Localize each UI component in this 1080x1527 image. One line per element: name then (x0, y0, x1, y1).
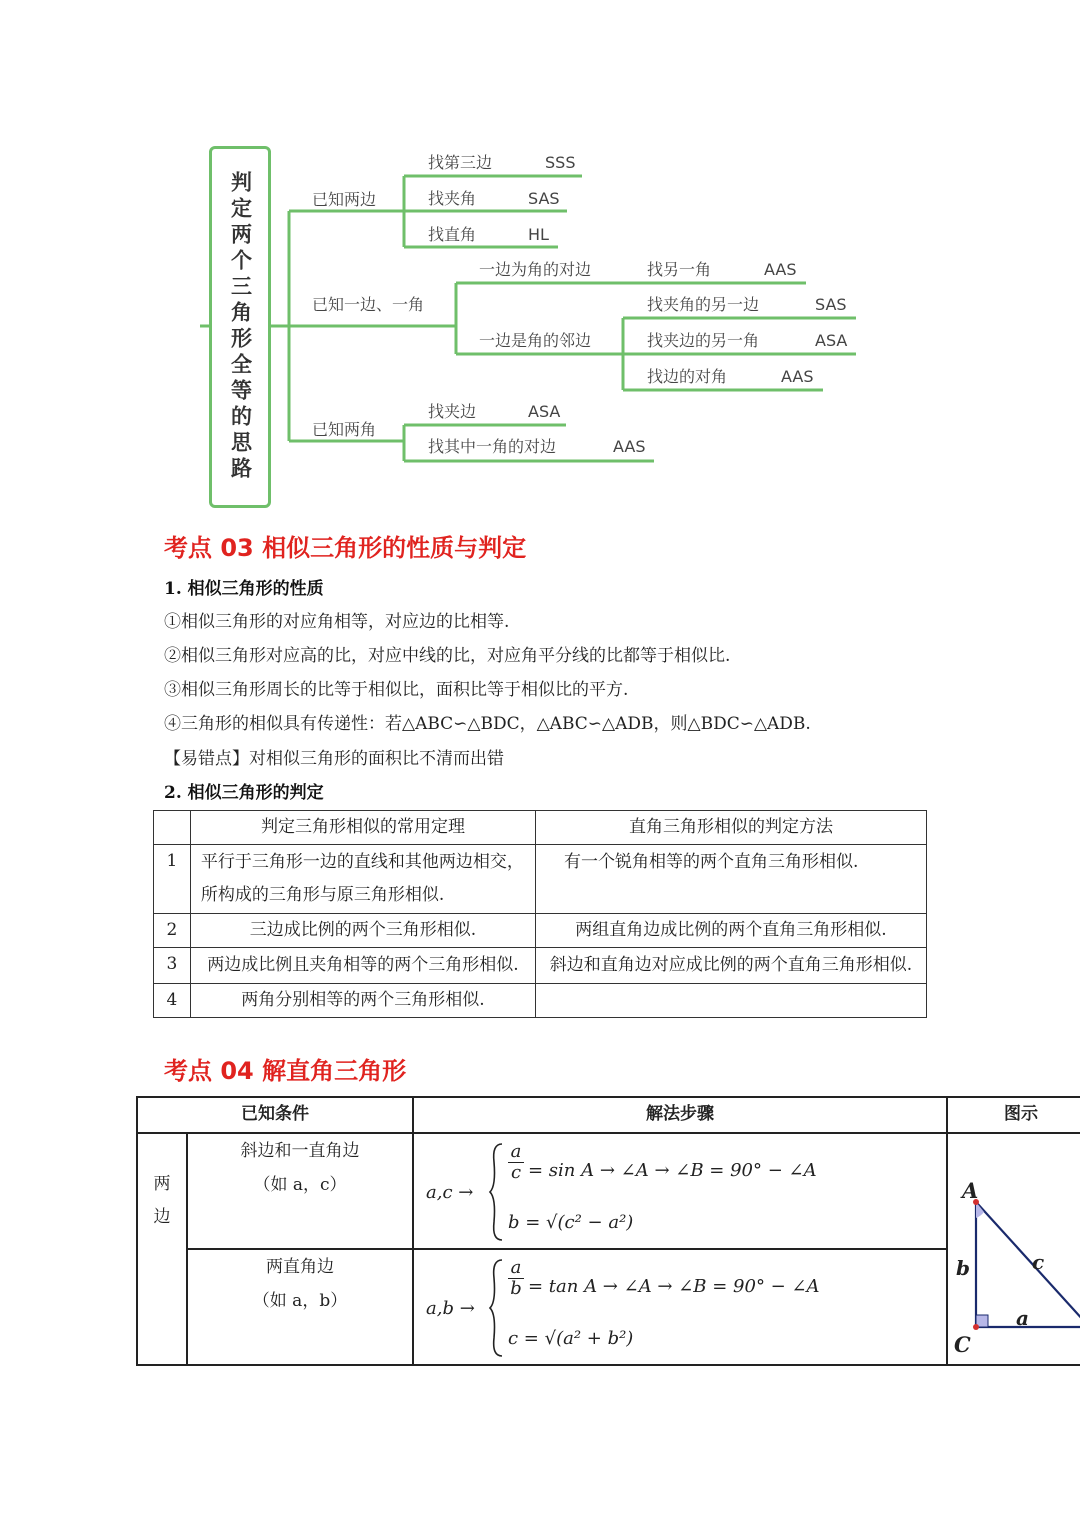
formula-line-1: = sin A → ∠A → ∠B = 90° − ∠A (528, 1160, 817, 1181)
table-cell: 有一个锐角相等的两个直角三角形相似. (564, 852, 859, 872)
mindmap-result: AAS (781, 367, 814, 386)
right-triangle-table (136, 1096, 1080, 1366)
fraction-denominator: c (508, 1162, 524, 1183)
paragraph: ④三角形的相似具有传递性：若△ABC∽△BDC，△ABC∽△ADB，则△BDC∽△ADB. (164, 714, 811, 734)
congruence-mindmap (0, 0, 1080, 520)
fraction-denominator: b (508, 1278, 524, 1299)
mindmap-result: HL (528, 225, 549, 244)
mindmap-result: AAS (613, 437, 646, 456)
fraction (508, 1258, 524, 1299)
table-row (154, 984, 927, 1018)
formula-line-1: = tan A → ∠A → ∠B = 90° − ∠A (528, 1276, 820, 1297)
mindmap-result: AAS (764, 260, 797, 279)
table-header-row (154, 811, 927, 845)
table-cell: 斜边和直角边对应成比例的两个直角三角形相似. (549, 955, 913, 975)
table-header: 已知条件 (137, 1097, 413, 1133)
table-header: 直角三角形相似的判定方法 (536, 811, 927, 845)
row-index: 1 (154, 845, 191, 914)
mindmap-sub-branch: 一边是角的邻边 (479, 331, 592, 350)
section-03-heading: 考点 03 相似三角形的性质与判定 (164, 534, 527, 562)
mindmap-result: SSS (545, 153, 576, 172)
table-row (137, 1133, 1080, 1249)
mindmap-item: 找另一角 (647, 260, 712, 279)
condition-label: 两直角边 (266, 1257, 334, 1277)
fraction-numerator: a (510, 1257, 522, 1278)
row-index: 3 (154, 948, 191, 984)
row-index: 2 (154, 914, 191, 948)
side-a-label: a (1016, 1306, 1029, 1330)
mindmap-item: 找夹角 (428, 189, 477, 208)
table-row (154, 948, 927, 984)
table-cell (154, 811, 191, 845)
given-values: a,b → (426, 1298, 475, 1319)
mindmap-sub-branch: 一边为角的对边 (479, 260, 592, 279)
error-prone-note: 【易错点】对相似三角形的面积比不清而出错 (164, 749, 504, 769)
mindmap-root (209, 146, 271, 508)
table-cell (536, 984, 927, 1018)
condition-example: （如 a，c） (253, 1175, 347, 1195)
mindmap-item: 找夹边 (428, 402, 477, 421)
mindmap-result: ASA (528, 402, 561, 421)
criteria-subheading: 2. 相似三角形的判定 (164, 783, 324, 803)
section-04-heading: 考点 04 解直角三角形 (164, 1057, 407, 1085)
table-cell: 平行于三角形一边的直线和其他两边相交，所构成的三角形与原三角形相似. (200, 852, 524, 905)
condition-label: 斜边和一直角边 (240, 1141, 360, 1161)
brace-icon (488, 1258, 506, 1358)
table-cell: 两边成比例且夹角相等的两个三角形相似. (207, 955, 519, 975)
branch-known-two-angles: 已知两角 (312, 420, 377, 439)
table-header: 图示 (947, 1097, 1080, 1133)
mindmap-root-title: 判定两个三角形全等的思路 (228, 171, 253, 483)
similarity-criteria-table (153, 810, 927, 1018)
given-values: a,c → (426, 1182, 474, 1203)
group-label: 两边 (153, 1174, 171, 1227)
side-b-label: b (956, 1256, 970, 1280)
fraction (508, 1142, 524, 1183)
mindmap-item: 找夹边的另一角 (647, 331, 760, 350)
row-index: 4 (154, 984, 191, 1018)
table-row (154, 914, 927, 948)
mindmap-item: 找第三边 (428, 153, 493, 172)
table-cell: 三边成比例的两个三角形相似. (190, 914, 535, 948)
vertex-a-label: A (962, 1178, 979, 1203)
table-header: 解法步骤 (413, 1097, 947, 1133)
properties-subheading: 1. 相似三角形的性质 (164, 579, 324, 599)
mindmap-result: SAS (815, 295, 847, 314)
branch-known-two-sides: 已知两边 (312, 190, 377, 209)
mindmap-item: 找边的对角 (647, 367, 728, 386)
table-header: 判定三角形相似的常用定理 (190, 811, 535, 845)
vertex-c-label: C (954, 1332, 971, 1357)
side-c-label: c (1032, 1250, 1045, 1274)
brace-icon (488, 1142, 506, 1242)
mindmap-item: 找其中一角的对边 (428, 437, 557, 456)
mindmap-item: 找直角 (428, 225, 477, 244)
mindmap-item: 找夹角的另一边 (647, 295, 760, 314)
table-row (154, 845, 927, 914)
table-header-row (137, 1097, 1080, 1133)
table-cell: 两组直角边成比例的两个直角三角形相似. (536, 914, 927, 948)
table-row (137, 1249, 1080, 1365)
branch-known-side-angle: 已知一边、一角 (312, 295, 425, 314)
condition-example: （如 a，b） (252, 1291, 348, 1311)
fraction-numerator: a (510, 1141, 522, 1162)
paragraph: ③相似三角形周长的比等于相似比，面积比等于相似比的平方. (164, 680, 629, 700)
mindmap-result: ASA (815, 331, 848, 350)
paragraph: ②相似三角形对应高的比，对应中线的比，对应角平分线的比都等于相似比. (164, 646, 731, 666)
mindmap-result: SAS (528, 189, 560, 208)
solution-steps (413, 1249, 947, 1365)
solution-steps (413, 1133, 947, 1249)
table-cell: 两角分别相等的两个三角形相似. (190, 984, 535, 1018)
triangle-figure-cell (947, 1133, 1080, 1365)
formula-line-2: b = √(c² − a²) (508, 1212, 634, 1233)
paragraph: ①相似三角形的对应角相等，对应边的比相等. (164, 612, 510, 632)
formula-line-2: c = √(a² + b²) (508, 1328, 634, 1349)
